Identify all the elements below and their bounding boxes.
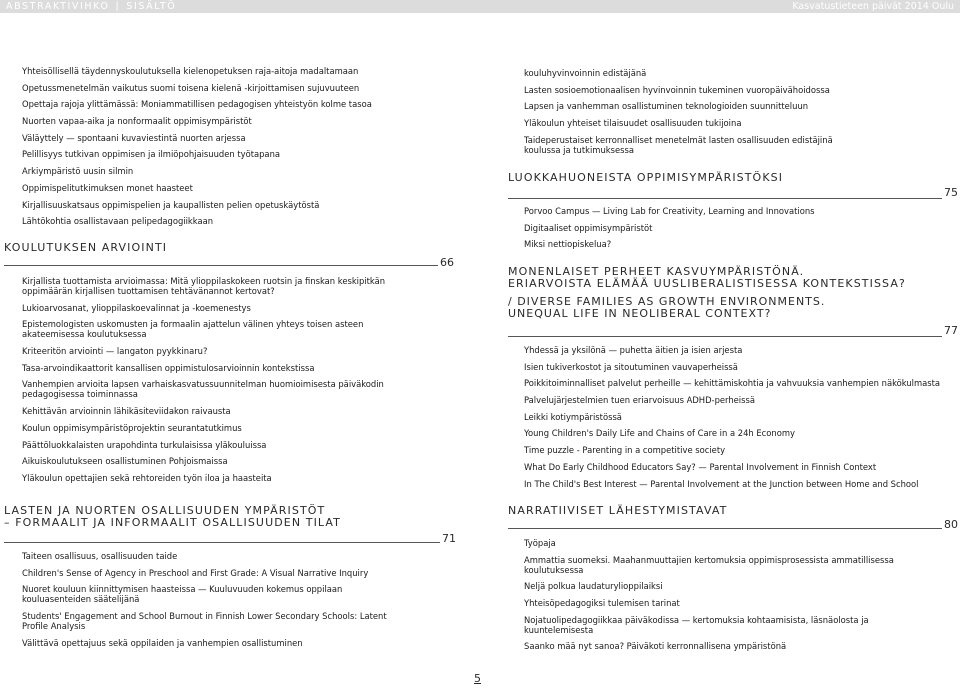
list-item[interactable]: Vanhempien arvioita lapsen varhaiskasvatussuunnitelman huomioimisesta päiväkodin pedagogisessa toiminnassa <box>22 379 384 400</box>
section-heading[interactable]: NARRATIIVISET LÄHESTYMISTAVAT <box>508 504 728 517</box>
list-item[interactable]: Taideperustaiset kerronnalliset menetelmät lasten osallisuuden edistäjinä koulussa ja tutkimuksessa <box>524 134 833 155</box>
section-subheading-line2[interactable]: UNEQUAL LIFE IN NEOLIBERAL CONTEXT? <box>508 307 772 320</box>
list-item[interactable]: Kirjallista tuottamista arvioimassa: Mitä ylioppilaskokeen ruotsin ja finskan keskipitkän oppimäärän kirjallisen tuottamisen tehtävänannot kertovat? <box>22 276 386 296</box>
list-item[interactable]: Children's Sense of Agency in Preschool and First Grade: A Visual Narrative Inquiry <box>22 567 369 578</box>
list-item[interactable]: Poikkitoiminnalliset palvelut perheille — kehittämiskohtia ja vahvuuksia vanhempien näkökulmasta <box>524 378 941 389</box>
list-item[interactable]: Yläkoulun opettajien sekä rehtoreiden työn iloa ja haasteita <box>22 472 272 483</box>
section-heading-line2[interactable]: ERIARVOISTA ELÄMÄÄ UUSLIBERALISTISESSA KONTEKSTISSA? <box>508 277 906 290</box>
list-item[interactable]: Väläyttely — spontaani kuvaviestintä nuorten arjessa <box>22 132 246 143</box>
list-item[interactable]: Välittävä opettajuus sekä oppilaiden ja vanhempien osallistuminen <box>22 637 303 648</box>
list-item[interactable]: Palvelujärjestelmien tuen eriarvoisuus ADHD-perheissä <box>524 395 755 406</box>
list-item[interactable]: Taiteen osallisuus, osallisuuden taide <box>22 551 178 561</box>
list-item[interactable]: Nojatuolipedagogiikkaa päiväkodissa — kertomuksia kohtaamisista, läsnäolosta ja kuuntelemisesta <box>524 614 869 635</box>
event-title: Kasvatustieteen päivät 2014 Oulu <box>792 1 954 12</box>
section-heading[interactable]: KOULUTUKSEN ARVIOINTI <box>4 241 168 254</box>
list-item[interactable]: Kirjallisuuskatsaus oppimispelien ja kaupallisten pelien opetuskäytöstä <box>22 199 320 210</box>
section-heading-narrat[interactable] <box>508 505 727 517</box>
list-item[interactable]: Epistemologisten uskomusten ja formaalin ajattelun välinen yhteys toisen asteen akateemisessa koulutuksessa <box>22 319 364 340</box>
list-item[interactable]: Digitaaliset oppimisympäristöt <box>524 222 653 233</box>
narrat-list <box>524 538 894 658</box>
perheet-list <box>524 345 954 495</box>
left-top-list <box>22 66 422 233</box>
divider <box>4 542 440 543</box>
list-item[interactable]: Koulun oppimisympäristöprojektin seurantatutkimus <box>22 422 242 433</box>
list-item[interactable]: Yhteisöllisellä täydennyskoulutuksella kielenopetuksen raja-aitoja madaltamaan <box>22 66 359 76</box>
section-title: ABSTRAKTIVIHKO <box>6 1 110 12</box>
section-heading-line1[interactable]: MONENLAISET PERHEET KASVUYMPÄRISTÖNÄ. <box>508 265 805 278</box>
section-heading-lasten[interactable] <box>4 505 341 529</box>
list-item[interactable]: Nuoret kouluun kiinnittymisen haasteissa — Kuuluvuuden kokemus oppilaan kouluasenteiden säätelijänä <box>22 584 343 605</box>
section-heading-line2[interactable]: – FORMAALIT JA INFORMAALIT OSALLISUUDEN TILAT <box>4 516 342 529</box>
page-number[interactable]: 80 <box>944 518 958 531</box>
list-item[interactable]: Lapsen ja vanhemman osallistuminen teknologioiden suunnitteluun <box>524 101 809 112</box>
list-item[interactable]: Kehittävän arvioinnin lähikäsiteviidakon raivausta <box>22 406 231 417</box>
luokka-list <box>524 206 924 256</box>
footer-page-number[interactable]: 5 <box>474 672 481 685</box>
list-item[interactable]: Päättöluokkalaisten urapohdinta turkulaisissa yläkouluissa <box>22 439 267 450</box>
list-item[interactable]: Yläkoulun yhteiset tilaisuudet osallisuuden tukijoina <box>524 118 742 129</box>
top-bar <box>0 0 960 13</box>
list-item[interactable]: kouluhyvinvoinnin edistäjänä <box>524 68 647 78</box>
divider <box>508 198 942 199</box>
arviointi-list <box>22 276 394 490</box>
list-item[interactable]: Ammattia suomeksi. Maahanmuuttajien kertomuksia oppimisprosessista ammatillisessa koulutuksessa <box>524 554 894 575</box>
list-item[interactable]: In The Child's Best Interest — Parental Involvement at the Junction between Home and School <box>524 478 919 489</box>
list-item[interactable]: Students' Engagement and School Burnout in Finnish Lower Secondary Schools: Latent Profile Analysis <box>22 611 387 632</box>
list-item[interactable]: Kriteeritön arviointi — langaton pyykkinaru? <box>22 346 208 357</box>
list-item[interactable]: Nuorten vapaa-aika ja nonformaalit oppimisympäristöt <box>22 116 252 127</box>
section-heading-perheet[interactable] <box>508 266 906 320</box>
list-item[interactable]: Time puzzle - Parenting in a competitive society <box>524 445 726 456</box>
list-item[interactable]: Isien tukiverkostot ja sitoutuminen vauvaperheissä <box>524 361 738 372</box>
list-item[interactable]: Neljä polkua laudaturylioppilaiksi <box>524 581 663 592</box>
list-item[interactable]: Porvoo Campus — Living Lab for Creativity, Learning and Innovations <box>524 206 815 216</box>
page-number[interactable]: 75 <box>944 186 958 199</box>
lasten-list <box>22 551 392 654</box>
list-item[interactable]: Työpaja <box>524 538 556 548</box>
list-item[interactable]: Lukioarvosanat, ylioppilaskoevalinnat ja -koemenestys <box>22 302 251 313</box>
list-item[interactable]: Leikki kotiympäristössä <box>524 411 622 422</box>
list-item[interactable]: What Do Early Childhood Educators Say? — Parental Involvement in Finnish Context <box>524 461 877 472</box>
section-heading[interactable]: LUOKKAHUONEISTA OPPIMISYMPÄRISTÖKSI <box>508 171 784 184</box>
list-item[interactable]: Yhteisöpedagogiksi tulemisen tarinat <box>524 598 680 609</box>
list-item[interactable]: Saanko mää nyt sanoa? Päiväkoti kerronnallisena ympäristönä <box>524 641 787 652</box>
contents-link[interactable]: SISÄLTÖ <box>126 1 177 12</box>
separator: | <box>115 1 121 12</box>
page-number[interactable]: 66 <box>440 256 454 269</box>
list-item[interactable]: Opettaja rajoja ylittämässä: Moniammatillisen pedagogisen yhteistyön kolme tasoa <box>22 99 372 110</box>
list-item[interactable]: Young Children's Daily Life and Chains of Care in a 24h Economy <box>524 428 795 439</box>
list-item[interactable]: Miksi nettiopiskelua? <box>524 239 612 250</box>
page-number[interactable]: 77 <box>944 324 958 337</box>
section-subheading-line1[interactable]: / DIVERSE FAMILIES AS GROWTH ENVIRONMENTS. <box>508 295 826 308</box>
list-item[interactable]: Lasten sosioemotionaalisen hyvinvoinnin tukeminen vuoropäivähoidossa <box>524 84 830 95</box>
divider <box>4 265 438 266</box>
right-top-list <box>524 68 854 161</box>
section-heading-luokka[interactable] <box>508 172 783 184</box>
list-item[interactable]: Aikuiskoulutukseen osallistuminen Pohjoismaissa <box>22 456 228 467</box>
header-nav <box>6 0 176 13</box>
list-item[interactable]: Yhdessä ja yksilönä — puhetta äitien ja isien arjesta <box>524 345 743 355</box>
list-item[interactable]: Opetussmenetelmän vaikutus suomi toisena kielenä -kirjoittamisen sujuvuuteen <box>22 82 360 93</box>
list-item[interactable]: Oppimispelitutkimuksen monet haasteet <box>22 182 193 193</box>
divider <box>508 336 942 337</box>
list-item[interactable]: Pelillisyys tutkivan oppimisen ja ilmiöpohjaisuuden työtapana <box>22 149 281 160</box>
list-item[interactable]: Tasa-arvoindikaattorit kansallisen oppimistulosarvioinnin kontekstissa <box>22 362 315 373</box>
section-heading-arviointi[interactable] <box>4 242 167 254</box>
list-item[interactable]: Arkiympäristö uusin silmin <box>22 166 134 177</box>
page-number[interactable]: 71 <box>442 532 456 545</box>
section-heading-line1[interactable]: LASTEN JA NUORTEN OSALLISUUDEN YMPÄRISTÖT <box>4 504 326 517</box>
list-item[interactable]: Lähtökohtia osallistavaan pelipedagogiikkaan <box>22 216 214 227</box>
divider <box>508 528 942 529</box>
